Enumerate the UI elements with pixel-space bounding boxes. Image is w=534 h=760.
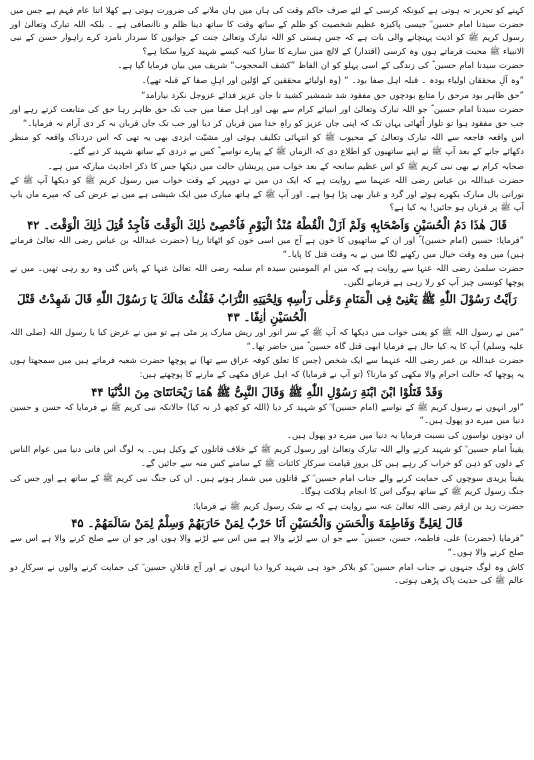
urdu-paragraph: ”میں نے رسول اللہ ﷺ کو یعنی خواب میں دیکھا کہ آپ ﷺ کے سر انور اور ریش مبارک پر مٹی ہے تو میں نے عرض کیا یا رسول اللہ (صلی اللہ علیہ وسلم) آپ کا یہ کیا حال ہے فرمایا ابھی قتل گاہ حسین ؓ میں حاضر تھا۔“ (10, 327, 524, 351)
urdu-paragraph: ”وہ آلِ محققان اولیاء بودہ ۔ قبلہ اہل صفا بود۔ “ (وہ اولیائے محققین کے اوّلین اور اہلِ صفا کے قبلہ تھے)۔ (141, 74, 524, 85)
arabic-hadith-text: وَقَدْ قَتَلُوْا ابْنَ ابْنَةِ رَسُوْلِ اللّٰهِ ﷺ وَقَالَ النَّبِىُّ ﷺ هُمَا رَيْحَانَتَاىَ مِنَ الدُّنْيَا ۴۴ (91, 384, 443, 399)
urdu-paragraph: حضرت عبداللہ بن عباس رضی اللہ عنہما سے روایت ہے کہ ایک دن میں نے دوپہر کے وقت خواب میں رسول کریم ﷺ کو دیکھا آپ ﷺ کے نورانی بال مبارک بکھرے ہوئے اور گرد و غبار بھی پڑا ہوا ہے۔ اور آپ ﷺ کے ہاتھ مبارک میں ایک شیشی ہے میں نے عرض کی کہ میرے ماں باپ آپ ﷺ پر قربان ہو جائیں! یہ کیا ہے؟ (10, 175, 524, 213)
urdu-paragraph: ”فرمایا (حضرت) علی، فاطمہ، حسن، حسین ؓ سے جو ان سے لڑنے والا ہے میں اس سے لڑنے والا ہوں اور جو ان سے صلح کرنے والا ہے اس سے صلح کرنے والا ہوں۔“ (10, 533, 524, 557)
urdu-paragraph: حضرت سیدنا امام حسین ؓ کی زندگی کے اسی پہلو کو ان الفاظ ”کشف المحجوب“ شریف میں بیان فرمایا گیا ہے۔ (117, 60, 524, 71)
urdu-paragraph: حضرت سلمیٰ رضی اللہ عنہا سے روایت ہے کہ میں ام المومنین سیدہ ام سلمہ رضی اللہ تعالیٰ عنہا کے پاس گئی وہ رو رہی تھیں۔ میں نے پوچھا کونسی چیز آپ کو رلا رہی ہے فرمانے لگیں۔ (10, 263, 524, 287)
urdu-paragraph: حضرت زید بن ارقم رضی اللہ تعالیٰ عنہ سے روایت ہے کہ بے شک رسول کریم ﷺ نے فرمایا: (193, 500, 524, 511)
urdu-paragraph: ”فرمایا: حسین (امام حسین) ؓ اور ان کے ساتھیوں کا خون ہے آج میں اسی خون کو اٹھاتا رہا (حضرت عبداللہ بن عباس رضی اللہ تعالیٰ فرماتے ہیں) میں وہ وقت خیال میں رکھنے لگا میں نے یہ وقت قتل کا پایا۔“ (10, 234, 524, 259)
urdu-paragraph: صحابہ کرام نے بھی نبی کریم ﷺ کو اس عظیم سانحہ کے بعد خواب میں پریشان حالت میں دیکھا جس کا ذکر احادیث مبارکہ میں ہے۔ (47, 160, 524, 171)
urdu-paragraph: حضرت عبداللہ بن عمر رضی اللہ عنہما سے ایک شخص (جس کا تعلق کوفہ عراق سے تھا) نے پوچھا حضرت شعبہ فرماتے ہیں میں سمجھتا ہوں یہ پوچھا کہ حالت احرام والا مکھی کو مارنا؟ (تو آپ نے فرمایا) کہ اہل عراق مکھی کے مارنے کا پوچھتے ہیں: (10, 355, 524, 380)
urdu-paragraph: ان دونوں نواسوں کی نسبت فرمایا یہ دنیا میں میرے دو پھول ہیں۔ (287, 429, 524, 440)
arabic-hadith-text: قَالَ لِعَلِىٍّ وَفَاطِمَةَ وَالْحَسَنِ وَالْحُسَيْنِ اَنَا حَرْبٌ لِمَنْ حَارَبَهُمْ وَسِلْمٌ لِمَنْ سَالَمَهُمْ۔ ۴۵ (71, 516, 463, 531)
urdu-paragraph: یقیناً یزیدی سوچوں کی حمایت کرنے والے جناب امام حسین ؓ کے قاتلوں میں شمار ہوتے ہیں۔ ان کی جنگ نبی کریم ﷺ کے ساتھ ہے اور جس کی جنگ رسول کریم ﷺ کے ساتھ ہوگی اس کا انجام ہلاکت ہوگا۔ (10, 472, 524, 497)
urdu-paragraph: حضرت سیدنا امام حسین ؓ جو اللہ تبارک وتعالیٰ اور انبیائے کرام سے بھی اور اہل صفا میں جب تک حق ظاہر رہا حق کی متابعت کرتے رہے اور جب حق مفقود ہوا تو تلوار اُٹھائی یہاں تک کہ اپنی جان عزیز کو راہِ خدا میں قربان کر دیا اور جب تک جان قربان نہ کر دی آرام نہ فرمایا۔“ (10, 104, 524, 128)
arabic-hadith-text: رَاَيْتُ رَسُوْلَ اللّٰهِ ﷺ يَعْنِىْ فِى الْمَنَامِ وَعَلٰى رَاْسِهٖ وَلِحْيَتِهِ التُّرَابُ فَقُلْتُ مَالَكَ يَا رَسُوْلَ اللّٰهِ قَالَ شَهِدْتُ قَتْلَ الْحُسَيْنِ اٰنِفًا۔ ۴۳ (17, 292, 517, 325)
arabic-hadith-text: قَالَ هٰذَا دَمُ الْحُسَيْنِ وَاَصْحَابِهٖ وَلَمْ اَزَلْ الْقُطْهُ مُنْذُ الْيَوْمِ فَاُحْصِىْ ذٰلِكَ الْوَقْتَ فَاُجِدُ قُتِلَ ذٰلِكَ الْوَقْتَ۔ ۴۲ (27, 217, 507, 232)
urdu-paragraph: کاش وہ لوگ جنہوں نے جناب امام حسین ؓ کو بلاکر خود ہی شہید کروا دیا انہوں نے اور آج قاتلانِ حسین ؓ کی حمایت کرنے والوں نے سرکارِ دو عالم ﷺ کی حدیث پاک پڑھی ہوتی۔ (10, 561, 524, 586)
urdu-paragraph: ”حق ظاہر بود مرحق را متابع بودچوں حق مفقود شد شمشیر کشید تا جان عزیز فدائے عزوجل نکرد نیارامد“ (141, 89, 524, 100)
urdu-paragraph: یقیناً امام حسین ؓ کو شہید کرنے والے اللہ تبارک وتعالیٰ اور رسول کریم ﷺ کے خلاف قاتلوں کے وکیل ہیں۔ یہ لوگ اس فانی دنیا میں عوام الناس کے دلوں کو ذہن کو خراب کر رہے ہیں کل بروزِ قیامت سرکارِ کائنات ﷺ کے سامنے کس منہ سے جائیں گے۔ (10, 444, 524, 469)
urdu-paragraph: ”اور انہوں نے رسول کریم ﷺ کے نواسے (امام حسین) ؓ کو شہید کر دیا (اللہ کو کچھ ڈر نہ کیا) حالانکہ نبی کریم ﷺ نے فرمایا کہ حسن و حسین دنیا میں میرے دو پھول ہیں۔“ (10, 401, 524, 426)
urdu-paragraph: کہنے کو تحریر تہ ہوتی ہے کیونکہ کرسی کے لئے صرف حاکم وقت کی ہاں میں ہاں ملانے کی ضرورت ہوتی ہے کھلا اتنا عام فہم ہے جس میں حضرت سیدنا امام حسین ؓ جیسی پاکیزہ عظیم شخصیت کو ظلم کے ساتھ وقت کا ساتھ دینا ظلم و ناانصافی ہے ۔ بلکہ اللہ تبارک وتعالیٰ اور رسول کریم ﷺ کو اذیت پہنچانے والی بات ہے کہ جس ہستی کو اللہ تبارک وتعالیٰ جنت کے جوانوں کا سردار نامزد کرے راہوار حسن کے نبی الانبیاء ﷺ محبت فرماتے ہوں وہ کرسی (اقتدار) کے لالچ میں سارے کا سارا کنبہ کیسے شہید کروا سکتا ہے؟ (10, 5, 524, 56)
urdu-paragraph: اس واقعہ فاجعہ سے اللہ تبارک وتعالیٰ کے محبوب ﷺ کو انتہائی تکلیف ہوئی اور مشیّت ایزدی بھی یہ تھی کہ اس دردناک واقعہ کو منظر دکھائے جانے کے بعد آپ ﷺ نے اپنے ساتھیوں کو اطلاع دی کہ الزماں ﷺ کے پیارے نواسے ؓ کس بے دردی کے ساتھ شہید کر دیے گئے۔ (10, 132, 524, 156)
